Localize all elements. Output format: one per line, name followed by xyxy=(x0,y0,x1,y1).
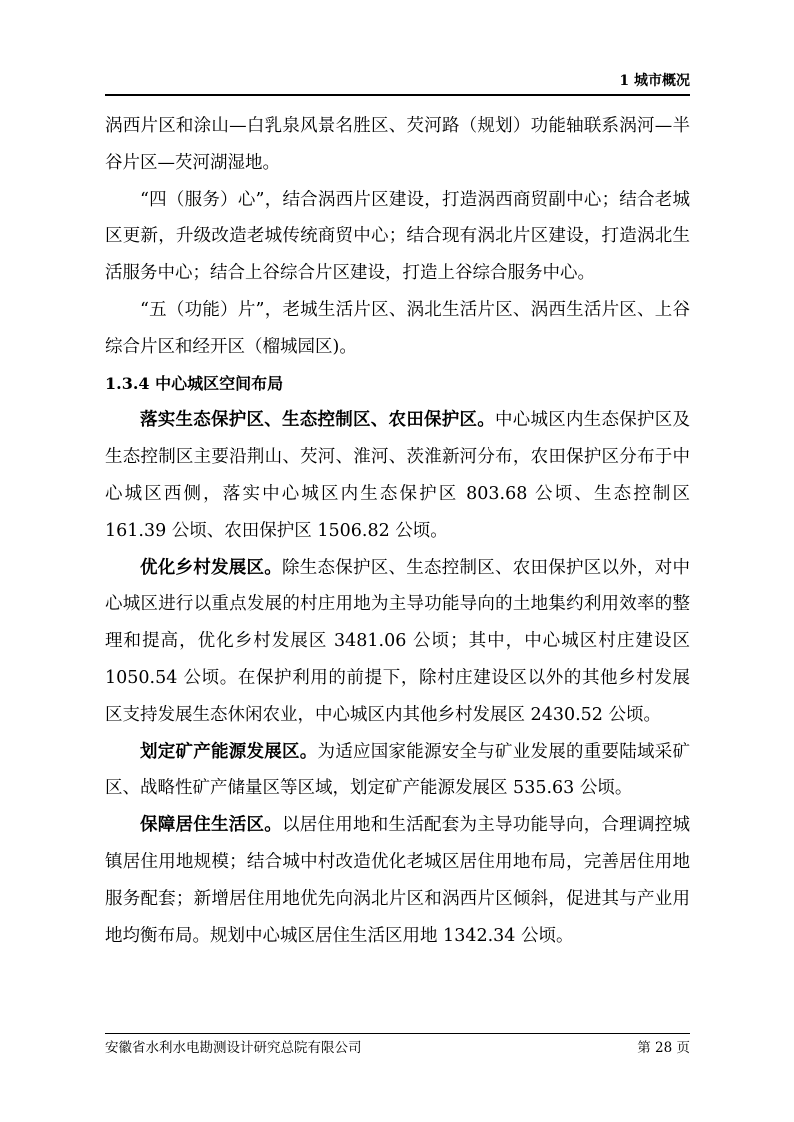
paragraph-lead: 保障居住生活区。 xyxy=(140,815,282,836)
paragraph-four-centers: “四（服务）心”，结合涡西片区建设，打造涡西商贸副中心；结合老城区更新，升级改造老城传统商贸中心；结合现有涡北片区建设，打造涡北生活服务中心；结合上谷综合片区建设，打造上谷综合服务中心。 xyxy=(105,189,690,284)
paragraph-lead: 优化乡村发展区。 xyxy=(140,557,282,578)
paragraph-ecological-protection xyxy=(105,402,690,549)
running-header: 1 城市概况 xyxy=(619,73,690,89)
paragraph-five-areas: “五（功能）片”，老城生活片区、涡北生活片区、涡西生活片区、上谷综合片区和经开区（榴城园区)。 xyxy=(105,299,690,357)
document-body xyxy=(105,108,690,954)
section-heading: 1.3.4 中心城区空间布局 xyxy=(105,373,284,393)
paragraph-body: 除生态保护区、生态控制区、农田保护区以外，对中心城区进行以重点发展的村庄用地为主导功能导向的土地集约利用效率的整理和提高，优化乡村发展区 3481.06 公顷；其中，中心城区村庄建设区 1050.54 公顷。在保护利用的前提下，除村庄建设区以外的其他乡村发展区支持发展生态休闲农业，中心城区内其他乡村发展区 2430.52 公顷。 xyxy=(105,557,690,725)
header-divider xyxy=(105,94,690,96)
paragraph-body: 以居住用地和生活配套为主导功能导向，合理调控城镇居住用地规模；结合城中村改造优化老城区居住用地布局，完善居住用地服务配套；新增居住用地优先向涡北片区和涡西片区倾斜，促进其与产业用地均衡布局。规划中心城区居住生活区用地 1342.34 公顷。 xyxy=(105,815,690,946)
paragraph-lead: 落实生态保护区、生态控制区、农田保护区。 xyxy=(140,410,495,431)
paragraph-rural-development xyxy=(105,550,690,734)
paragraph-body: 中心城区内生态保护区及生态控制区主要沿荆山、芡河、淮河、茨淮新河分布，农田保护区分布于中心城区西侧，落实中心城区内生态保护区 803.68 公顷、生态控制区 161.39 公顷、农田保护区 1506.82 公顷。 xyxy=(105,410,690,541)
footer-divider xyxy=(105,1033,690,1034)
paragraph-lead: 划定矿产能源发展区。 xyxy=(140,741,318,762)
page-footer xyxy=(105,1036,690,1056)
paragraph-body: 为适应国家能源安全与矿业发展的重要陆域采矿区、战略性矿产储量区等区域，划定矿产能源发展区 535.63 公顷。 xyxy=(105,741,690,799)
page-number: 第 28 页 xyxy=(637,1040,690,1056)
paragraph-mineral-energy xyxy=(105,734,690,808)
paragraph-continuation: 涡西片区和涂山—白乳泉风景名胜区、芡河路（规划）功能轴联系涡河—半谷片区—芡河湖湿地。 xyxy=(105,116,690,173)
paragraph-residential-living xyxy=(105,807,690,954)
footer-organization: 安徽省水利水电勘测设计研究总院有限公司 xyxy=(105,1040,362,1056)
